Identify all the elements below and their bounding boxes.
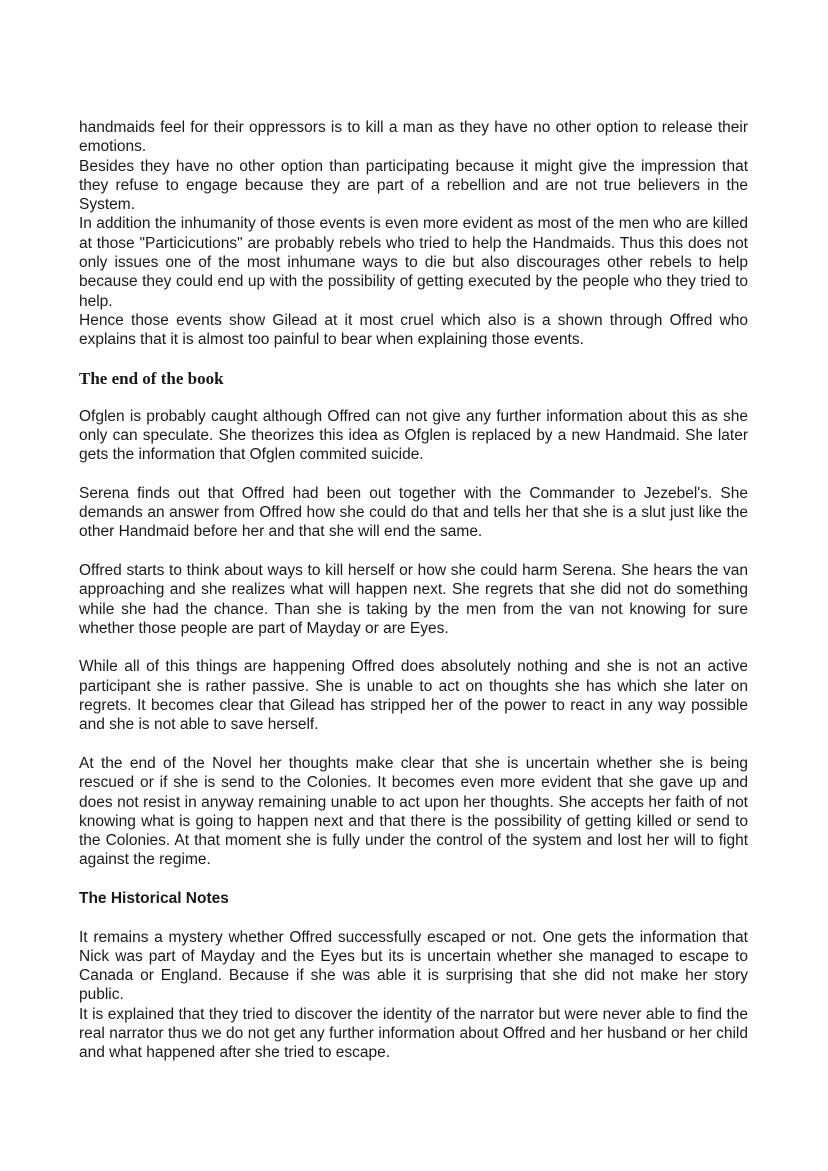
spacer: [79, 464, 748, 483]
section-heading-end-of-book: The end of the book: [79, 368, 224, 388]
spacer: [79, 735, 748, 754]
end-paragraph: While all of this things are happening Offred does absolutely nothing and she is not an active participant she is rather passive. She is unable to act on thoughts she has which she later on regrets. It becomes clear that Gilead has stripped her of the power to react in any way possible and she is not able to save herself.: [79, 658, 748, 734]
notes-paragraph: It remains a mystery whether Offred successfully escaped or not. One gets the information that Nick was part of Mayday and the Eyes but its is uncertain whether she managed to escape to Canada or England. Because if she was able it is surprising that she did not make her story public.: [79, 928, 748, 1004]
section-heading-historical-notes: The Historical Notes: [79, 889, 229, 907]
intro-paragraph: handmaids feel for their oppressors is to kill a man as they have no other option to release their emotions.: [79, 119, 748, 156]
intro-paragraph: Hence those events show Gilead at it most cruel which also is a shown through Offred who explains that it is almost too painful to bear when explaining those events.: [79, 311, 748, 349]
notes-paragraph: It is explained that they tried to discover the identity of the narrator but were never able to find the real narrator thus we do not get any further information about Offred and her husband or her child and what happened after she tried to escape.: [79, 1005, 748, 1062]
spacer: [79, 908, 748, 927]
end-paragraph: Serena finds out that Offred had been out together with the Commander to Jezebel's. She demands an answer from Offred how she could do that and tells her that she is a slut just like the other Handmaid before her and that she will end the same.: [79, 484, 748, 541]
spacer: [79, 870, 748, 889]
spacer: [79, 542, 748, 561]
end-paragraph: Ofglen is probably caught although Offred can not give any further information about this as she only can speculate. She theorizes this idea as Ofglen is replaced by a new Handmaid. She later gets the information that Ofglen commited suicide.: [79, 407, 748, 464]
end-paragraph: At the end of the Novel her thoughts make clear that she is uncertain whether she is being rescued or if she is send to the Colonies. It becomes even more evident that she gave up and does not resist in anyway remaining unable to act upon her thoughts. She accepts her faith of not knowing what is going to happen next and that there is the possibility of getting killed or send to the Colonies. At that moment she is fully under the control of the system and lost her will to fight against the regime.: [79, 754, 748, 869]
intro-paragraph: Besides they have no other option than participating because it might give the impression that they refuse to engage because they are part of a rebellion and are not true believers in the System.: [79, 157, 748, 214]
spacer: [79, 350, 748, 369]
end-paragraph: Offred starts to think about ways to kill herself or how she could harm Serena. She hears the van approaching and she realizes what will happen next. She regrets that she did not do something while she had the chance. Than she is taking by the men from the van not knowing for sure whether those people are part of Mayday or are Eyes.: [79, 561, 748, 637]
spacer: [79, 389, 748, 407]
spacer: [79, 638, 748, 657]
intro-paragraph: In addition the inhumanity of those events is even more evident as most of the men who are killed at those "Particicutions" are probably rebels who tried to help the Handmaids. Thus this does not only issues one of the most inhumane ways to die but also discourages other rebels to help because they could end up with the possibility of getting executed by the people who they tried to help.: [79, 215, 748, 310]
